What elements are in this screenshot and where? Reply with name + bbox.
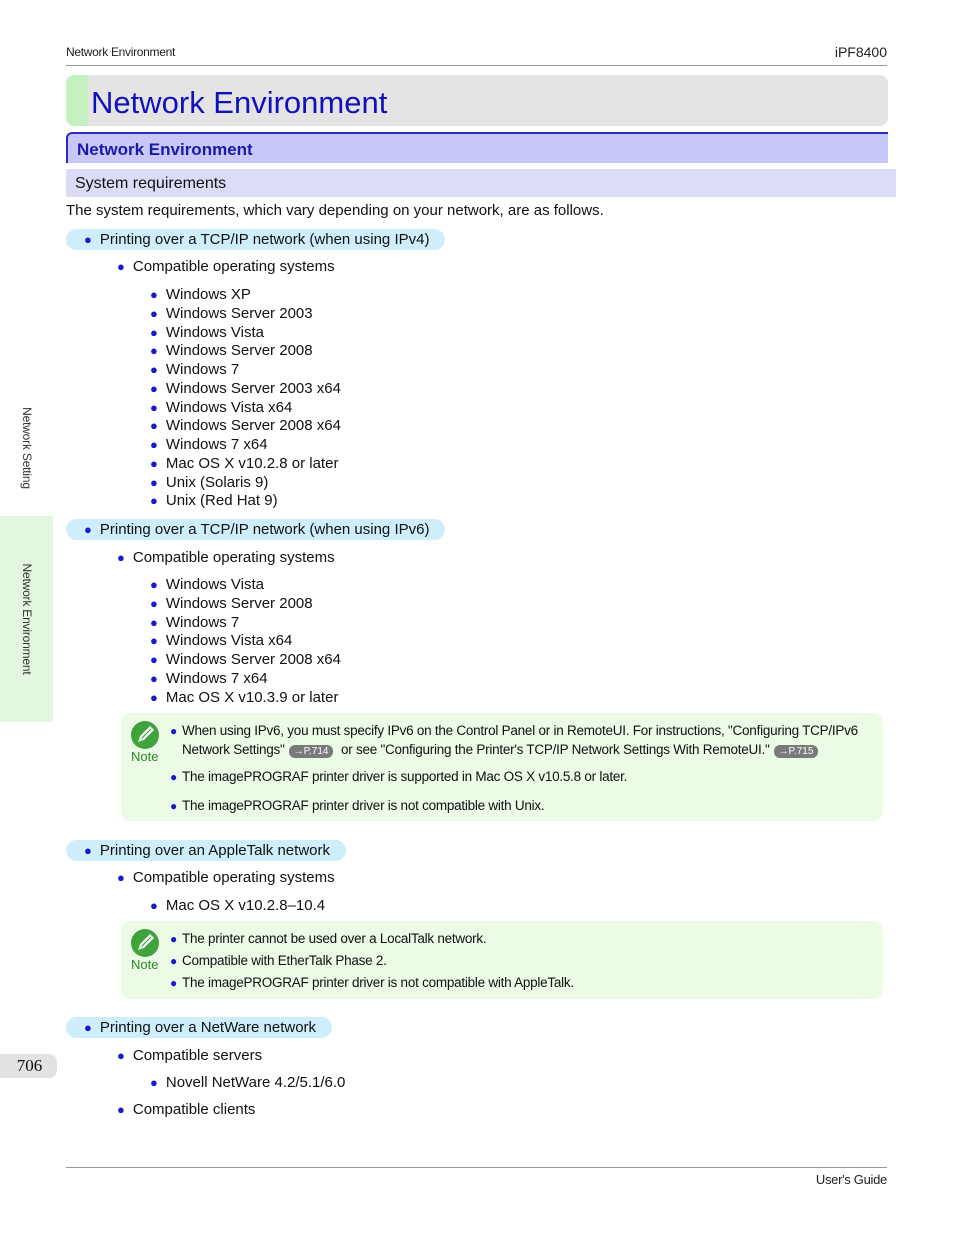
note-item: ● The imagePROGRAF printer driver is not compatible with Unix. (170, 798, 545, 813)
list-item: ● Windows Vista (150, 576, 264, 593)
bullet-icon: ● (150, 362, 158, 377)
pencil-note-icon (131, 721, 159, 749)
list-item: ● Windows Vista x64 (150, 632, 293, 649)
bullet-icon: ● (84, 522, 92, 537)
bullet-icon: ● (150, 577, 158, 592)
list-item: ● Windows Vista x64 (150, 399, 293, 416)
subsection-heading: System requirements (75, 175, 227, 192)
netware-heading: Printing over a NetWare network (99, 1019, 317, 1036)
note-item-continued: Network Settings" →P.714 or see "Configuring the Printer's TCP/IP Network Settings With RemoteUI." →P.715 (182, 740, 882, 759)
bullet-icon: ● (117, 870, 125, 885)
bullet-icon: ● (84, 232, 92, 247)
list-item: ● Windows Server 2008 x64 (150, 651, 341, 668)
appletalk-heading-pill (66, 840, 346, 861)
bullet-icon: ● (150, 1075, 158, 1090)
bullet-icon: ● (150, 652, 158, 667)
bullet-icon: ● (150, 671, 158, 686)
bullet-icon: ● (150, 898, 158, 913)
note-item: ● The imagePROGRAF printer driver is supported in Mac OS X v10.5.8 or later. (170, 769, 628, 784)
list-item: ● Novell NetWare 4.2/5.1/6.0 (150, 1074, 346, 1091)
ipv6-heading-pill (66, 519, 445, 540)
list-item: ● Windows Server 2008 (150, 342, 313, 359)
bullet-icon: ● (117, 1048, 125, 1063)
bullet-icon: ● (150, 633, 158, 648)
header-divider (66, 65, 887, 66)
bullet-icon: ● (150, 690, 158, 705)
list-item: ● Compatible operating systems (117, 869, 335, 886)
page-title-banner (66, 75, 888, 126)
bullet-icon: ● (170, 954, 177, 968)
bullet-icon: ● (170, 724, 177, 738)
list-item: ● Unix (Solaris 9) (150, 474, 269, 491)
appletalk-heading: Printing over an AppleTalk network (99, 842, 330, 859)
bullet-icon: ● (117, 550, 125, 565)
list-item: ● Compatible clients (117, 1101, 256, 1118)
list-item: ● Unix (Red Hat 9) (150, 492, 278, 509)
bullet-icon: ● (170, 976, 177, 990)
bullet-icon: ● (170, 799, 177, 813)
bullet-icon: ● (150, 596, 158, 611)
bullet-icon: ● (150, 325, 158, 340)
bullet-icon: ● (84, 1020, 92, 1035)
list-item: ● Windows 7 (150, 361, 240, 378)
bullet-icon: ● (150, 343, 158, 358)
bullet-icon: ● (84, 843, 92, 858)
list-item: ● Mac OS X v10.2.8–10.4 (150, 897, 326, 914)
list-item: ● Windows 7 x64 (150, 670, 268, 687)
list-item: ● Windows Server 2008 x64 (150, 417, 341, 434)
bullet-icon: ● (117, 259, 125, 274)
note-item: ● The imagePROGRAF printer driver is not compatible with AppleTalk. (170, 975, 574, 990)
bullet-icon: ● (170, 932, 177, 946)
list-item: ● Windows Server 2003 x64 (150, 380, 341, 397)
note-item: ● Compatible with EtherTalk Phase 2. (170, 953, 387, 968)
footer-divider (66, 1167, 887, 1168)
bullet-icon: ● (150, 400, 158, 415)
note-item: ● When using IPv6, you must specify IPv6 on the Control Panel or in RemoteUI. For instructions, "Configuring TCP/IPv6 (170, 723, 858, 738)
bullet-icon: ● (117, 1102, 125, 1117)
side-tab-label: Network Setting (19, 407, 34, 489)
list-item: ● Windows Server 2003 (150, 305, 313, 322)
bullet-icon: ● (150, 615, 158, 630)
bullet-icon: ● (150, 493, 158, 508)
side-tab-label: Network Environment (19, 563, 34, 675)
footer-guide-name: User's Guide (815, 1172, 887, 1187)
bullet-icon: ● (170, 770, 177, 784)
header-model-name: iPF8400 (834, 44, 887, 60)
section-heading: Network Environment (77, 140, 253, 159)
bullet-icon: ● (150, 456, 158, 471)
note-label: Note (131, 957, 159, 972)
bullet-icon: ● (150, 437, 158, 452)
ipv4-heading: Printing over a TCP/IP network (when using IPv4) (99, 231, 430, 248)
note-box-appletalk (121, 921, 883, 999)
bullet-icon: ● (150, 306, 158, 321)
list-item: ● Windows XP (150, 286, 251, 303)
page-title: Network Environment (91, 85, 388, 120)
bullet-icon: ● (150, 381, 158, 396)
side-tab-network-setting[interactable] (0, 380, 53, 516)
list-item: ● Compatible operating systems (117, 549, 335, 566)
list-item: ● Mac OS X v10.2.8 or later (150, 455, 339, 472)
page-number: 706 (0, 1054, 57, 1078)
page-reference-link[interactable]: →P.714 (289, 745, 334, 758)
list-item: ● Compatible servers (117, 1047, 263, 1064)
side-tab-network-environment[interactable] (0, 516, 53, 722)
list-item: ● Compatible operating systems (117, 258, 335, 275)
bullet-icon: ● (150, 475, 158, 490)
note-label: Note (131, 749, 159, 764)
ipv4-heading-pill (66, 229, 445, 250)
list-item: ● Windows 7 (150, 614, 240, 631)
header-section-name: Network Environment (66, 45, 176, 59)
note-item: ● The printer cannot be used over a LocalTalk network. (170, 931, 487, 946)
page-reference-link[interactable]: →P.715 (774, 745, 819, 758)
netware-heading-pill (66, 1017, 332, 1038)
subsection-heading-bar (66, 169, 896, 197)
list-item: ● Windows 7 x64 (150, 436, 268, 453)
bullet-icon: ● (150, 287, 158, 302)
intro-text: The system requirements, which vary depending on your network, are as follows. (66, 202, 604, 219)
section-heading-bar (66, 132, 888, 163)
bullet-icon: ● (150, 418, 158, 433)
pencil-note-icon (131, 929, 159, 957)
list-item: ● Windows Vista (150, 324, 264, 341)
list-item: ● Windows Server 2008 (150, 595, 313, 612)
note-box-ipv6 (121, 713, 883, 821)
list-item: ● Mac OS X v10.3.9 or later (150, 689, 339, 706)
ipv6-heading: Printing over a TCP/IP network (when using IPv6) (99, 521, 430, 538)
